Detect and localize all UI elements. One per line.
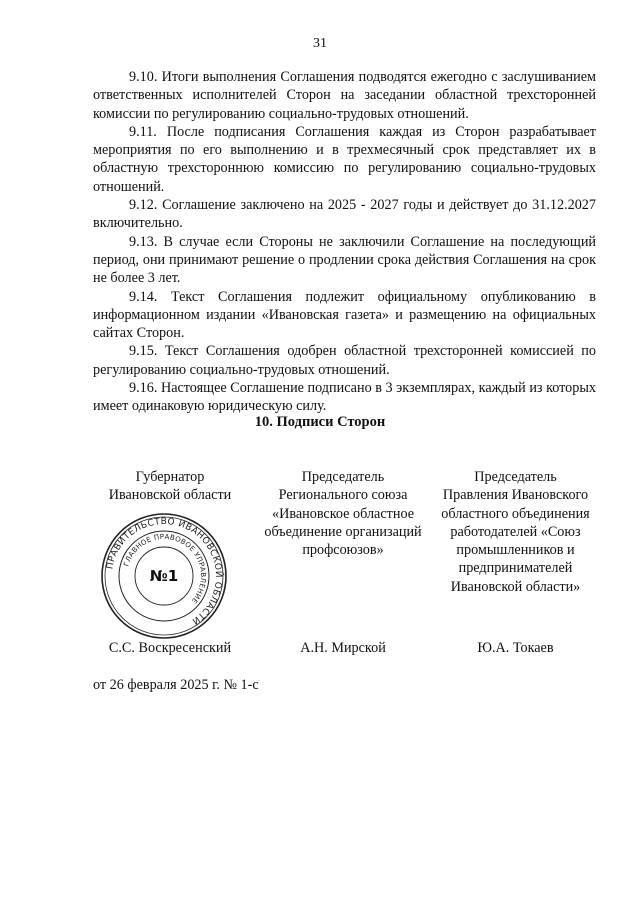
signatory-employers-title [428,468,603,596]
clause-9-11: 9.11. После подписания Соглашения каждая из Сторон разрабатывает мероприятия по его выполнению и в трехмесячный срок представляет их в областную трехстороннюю комиссию по регулированию социально-трудовых отношений. [93,123,596,195]
section-title: 10. Подписи Сторон [254,414,386,430]
page-number: 31 [313,36,327,51]
clause-9-13: 9.13. В случае если Стороны не заключили Соглашение на последующий период, они принимают решение о продлении срока действия Соглашения на срок не более 3 лет. [93,233,596,287]
title-line: работодателей «Союз [450,523,581,540]
signatory-union-name: А.Н. Мирской [300,640,386,656]
title-line: областного объединения [441,505,590,522]
signatory-governor-title [95,468,245,505]
clause-9-16: 9.16. Настоящее Соглашение подписано в 3 экземплярах, каждый из которых имеет одинаковую юридическую силу. [93,380,596,415]
seal-outer-text: ПРАВИТЕЛЬСТВО ИВАНОВСКОЙ ОБЛАСТИ [105,516,224,627]
title-line: Председатель [301,469,385,485]
title-line: промышленников и [456,542,575,559]
title-line: Председатель [474,469,557,485]
document-date-footer: от 26 февраля 2025 г. № 1-с [93,677,259,693]
title-line: «Ивановское областное [271,505,415,522]
title-line: Ивановской области» [450,578,581,595]
signatory-governor-name: С.С. Воскресенский [108,640,232,656]
title-line: Регионального союза [278,487,408,504]
signatory-employers-name: Ю.А. Токаев [477,640,554,656]
title-line: Ивановской области [108,487,232,504]
title-line: Губернатор [135,469,205,485]
seal-inner-text: ГЛАВНОЕ ПРАВОВОЕ УПРАВЛЕНИЕ [122,532,208,605]
title-line: Правления Ивановского [442,487,589,504]
official-seal-icon [100,512,228,640]
title-line: предпринимателей [458,560,573,577]
seal-number: №1 [149,567,179,585]
title-line: объединение организаций [264,523,422,540]
signatory-union-title [258,468,428,559]
clause-9-14: 9.14. Текст Соглашения подлежит официальному опубликованию в информационном издании «Ивановская газета» и размещению на официальных сайтах Сторон. [93,288,596,342]
agreement-clauses [93,68,596,416]
clause-9-10: 9.10. Итоги выполнения Соглашения подводятся ежегодно с заслушиванием ответственных исполнителей Сторон на заседании областной трехсторонней комиссии по регулированию социально-трудовых отношений. [93,69,596,122]
title-line: профсоюзов» [302,542,384,559]
clause-9-15: 9.15. Текст Соглашения одобрен областной трехсторонней комиссией по регулированию социально-трудовых отношений. [93,343,596,378]
clause-9-12: 9.12. Соглашение заключено на 2025 - 2027 годы и действует до 31.12.2027 включительно. [93,197,596,232]
